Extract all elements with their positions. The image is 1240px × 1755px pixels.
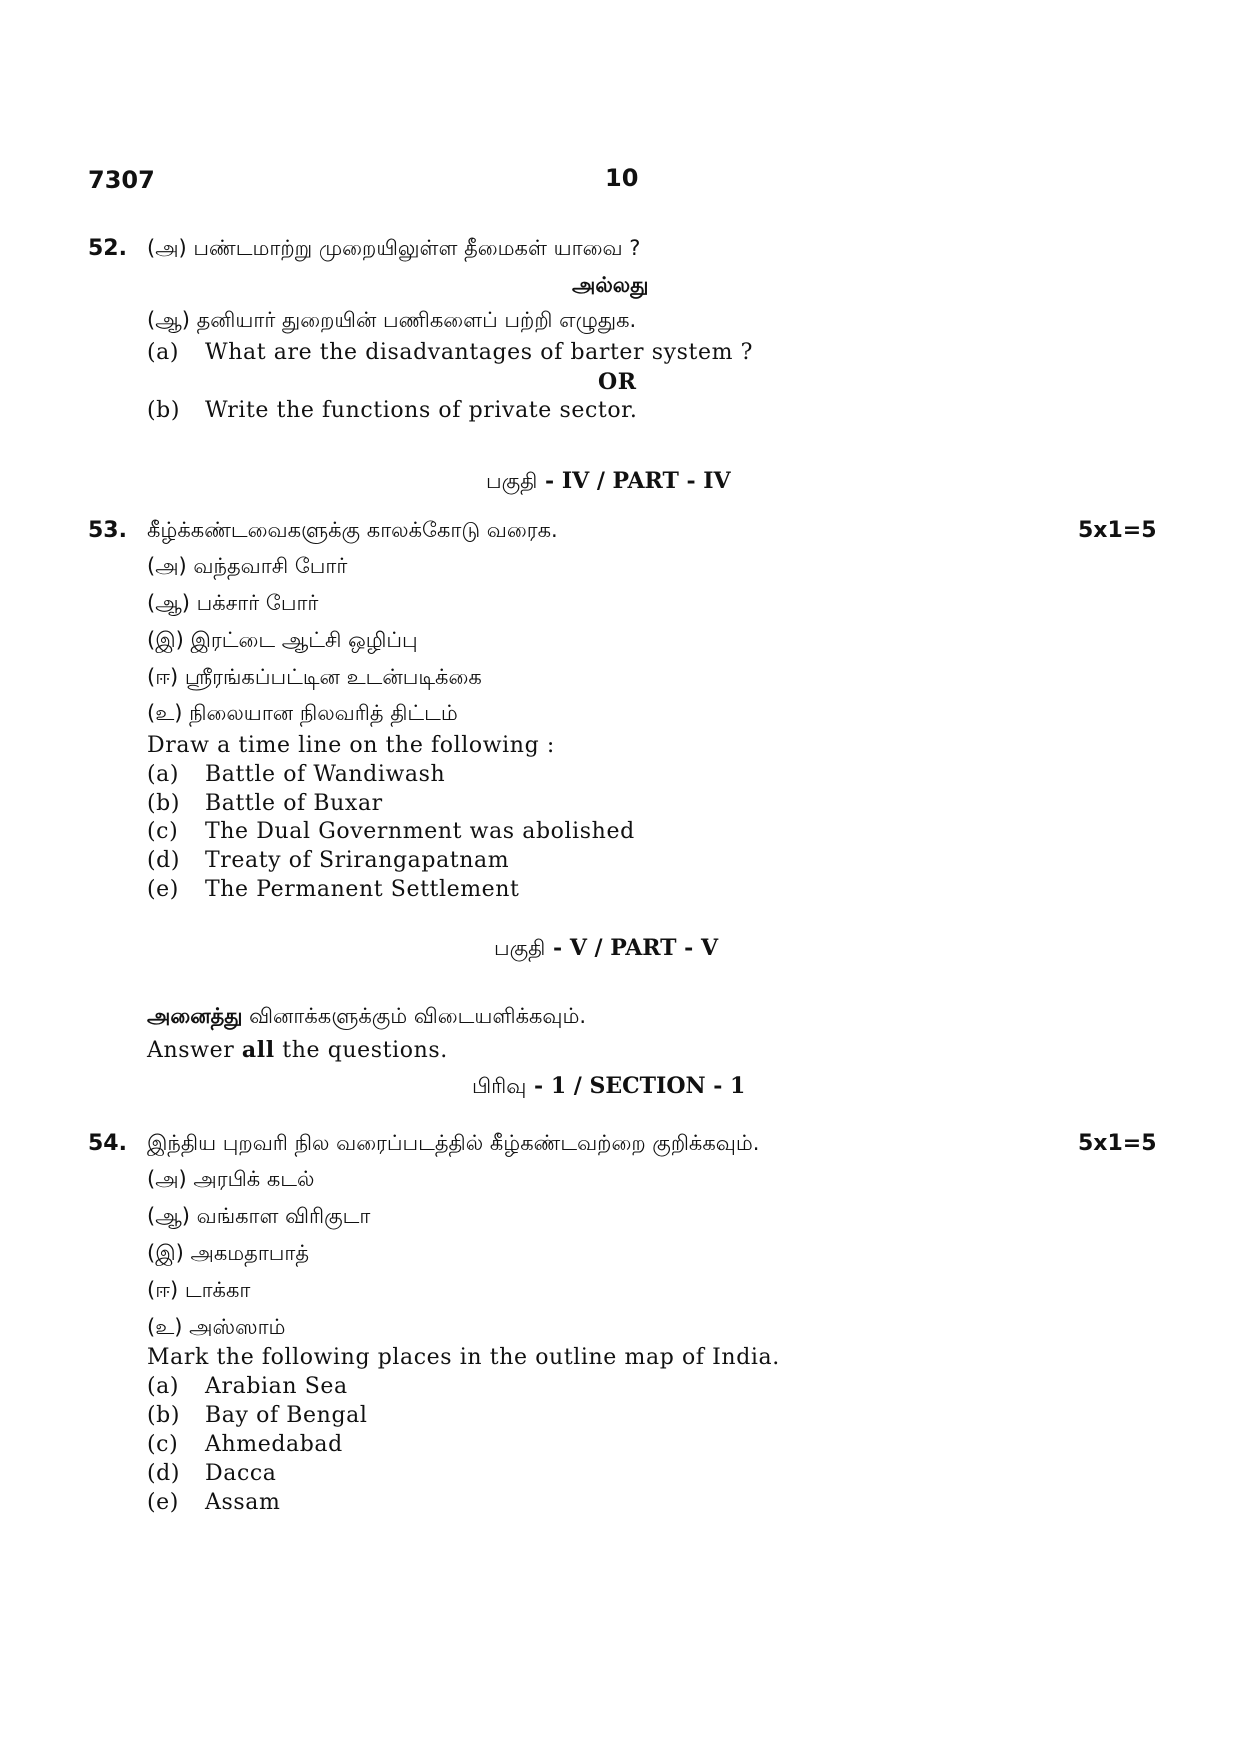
option-label: (a) — [147, 762, 180, 787]
instruction-part: Answer — [147, 1038, 242, 1063]
q54-english-item — [147, 1403, 367, 1428]
option-label: (d) — [147, 1461, 181, 1486]
q52-tamil-or: அல்லது — [572, 273, 649, 297]
q52-tamil-option-a: (அ) பண்டமாற்று முறையிலுள்ள தீமைகள் யாவை ? — [147, 236, 641, 260]
question-number-52: 52. — [88, 236, 127, 261]
q53-marks: 5x1=5 — [1078, 518, 1157, 543]
q53-tamil-item: (ஈ) ஸ்ரீரங்கப்பட்டின உடன்படிக்கை — [147, 665, 482, 689]
q54-english-question: Mark the following places in the outline map of India. — [147, 1345, 780, 1370]
q54-tamil-item: (அ) அரபிக் கடல் — [147, 1167, 315, 1191]
part-iv-rest: - IV / PART - IV — [537, 468, 731, 494]
option-text: Arabian Sea — [205, 1374, 348, 1399]
instruction-bold: all — [241, 1037, 275, 1063]
question-number-53: 53. — [88, 518, 127, 543]
option-text: Write the functions of private sector. — [205, 398, 638, 423]
option-label: (b) — [147, 791, 181, 816]
option-label: (d) — [147, 848, 181, 873]
part-v-heading — [494, 935, 718, 963]
option-text: Bay of Bengal — [205, 1403, 368, 1428]
option-label: (c) — [147, 819, 179, 844]
option-label: (a) — [147, 340, 180, 365]
option-text: The Dual Government was abolished — [205, 819, 635, 844]
option-text: Dacca — [205, 1461, 277, 1486]
option-label: (c) — [147, 1432, 179, 1457]
q53-english-item — [147, 762, 445, 787]
q52-tamil-option-b: (ஆ) தனியார் துறையின் பணிகளைப் பற்றி எழுதுக. — [147, 308, 637, 332]
part-v-rest: - V / PART - V — [545, 935, 719, 961]
option-text: Battle of Buxar — [205, 791, 383, 816]
option-label: (e) — [147, 1490, 179, 1515]
option-label: (e) — [147, 877, 179, 902]
part-iv-heading — [486, 468, 731, 496]
instruction-bold: அனைத்து — [147, 1004, 243, 1028]
section-1-tamil: பிரிவு — [472, 1074, 527, 1098]
q53-tamil-item: (இ) இரட்டை ஆட்சி ஒழிப்பு — [147, 628, 418, 652]
option-text: Ahmedabad — [205, 1432, 343, 1457]
part-v-tamil-instruction — [147, 1004, 586, 1031]
q53-tamil-item: (ஆ) பக்சார் போர் — [147, 591, 319, 615]
q53-english-item — [147, 877, 520, 902]
page-number: 10 — [605, 164, 639, 192]
q53-tamil-question: கீழ்க்கண்டவைகளுக்கு காலக்கோடு வரைக. — [147, 518, 558, 542]
part-v-english-instruction — [147, 1037, 448, 1063]
option-label: (b) — [147, 1403, 181, 1428]
option-text: Battle of Wandiwash — [205, 762, 446, 787]
instruction-rest: வினாக்களுக்கும் விடையளிக்கவும். — [242, 1004, 587, 1028]
q53-tamil-item: (உ) நிலையான நிலவரித் திட்டம் — [147, 701, 458, 725]
q53-english-item — [147, 819, 635, 844]
q54-english-item — [147, 1432, 343, 1457]
q54-english-item — [147, 1374, 348, 1399]
q52-english-option-a — [147, 340, 753, 365]
q53-english-question: Draw a time line on the following : — [147, 733, 555, 758]
part-iv-tamil: பகுதி — [486, 469, 538, 493]
q54-english-item — [147, 1490, 280, 1515]
paper-code: 7307 — [88, 166, 155, 194]
option-label: (b) — [147, 398, 181, 423]
q54-english-item — [147, 1461, 277, 1486]
q53-english-item — [147, 848, 509, 873]
q54-tamil-item: (உ) அஸ்ஸாம் — [147, 1315, 286, 1339]
q53-tamil-item: (அ) வந்தவாசி போர் — [147, 554, 348, 578]
section-1-heading — [472, 1073, 745, 1101]
option-text: What are the disadvantages of barter system ? — [205, 340, 754, 365]
question-number-54: 54. — [88, 1131, 127, 1156]
section-1-rest: - 1 / SECTION - 1 — [526, 1073, 746, 1099]
option-label: (a) — [147, 1374, 180, 1399]
q52-english-or: OR — [598, 369, 637, 395]
q54-tamil-item: (ஈ) டாக்கா — [147, 1278, 251, 1302]
q54-marks: 5x1=5 — [1078, 1131, 1157, 1156]
q54-tamil-item: (ஆ) வங்காள விரிகுடா — [147, 1204, 371, 1228]
part-v-tamil: பகுதி — [494, 936, 546, 960]
option-text: The Permanent Settlement — [205, 877, 520, 902]
q53-english-item — [147, 791, 383, 816]
q52-english-option-b — [147, 398, 637, 423]
q54-tamil-question: இந்திய புறவரி நில வரைப்படத்தில் கீழ்கண்டவற்றை குறிக்கவும். — [147, 1131, 760, 1155]
instruction-part: the questions. — [274, 1038, 448, 1063]
option-text: Treaty of Srirangapatnam — [205, 848, 510, 873]
q54-tamil-item: (இ) அகமதாபாத் — [147, 1241, 310, 1265]
option-text: Assam — [205, 1490, 281, 1515]
